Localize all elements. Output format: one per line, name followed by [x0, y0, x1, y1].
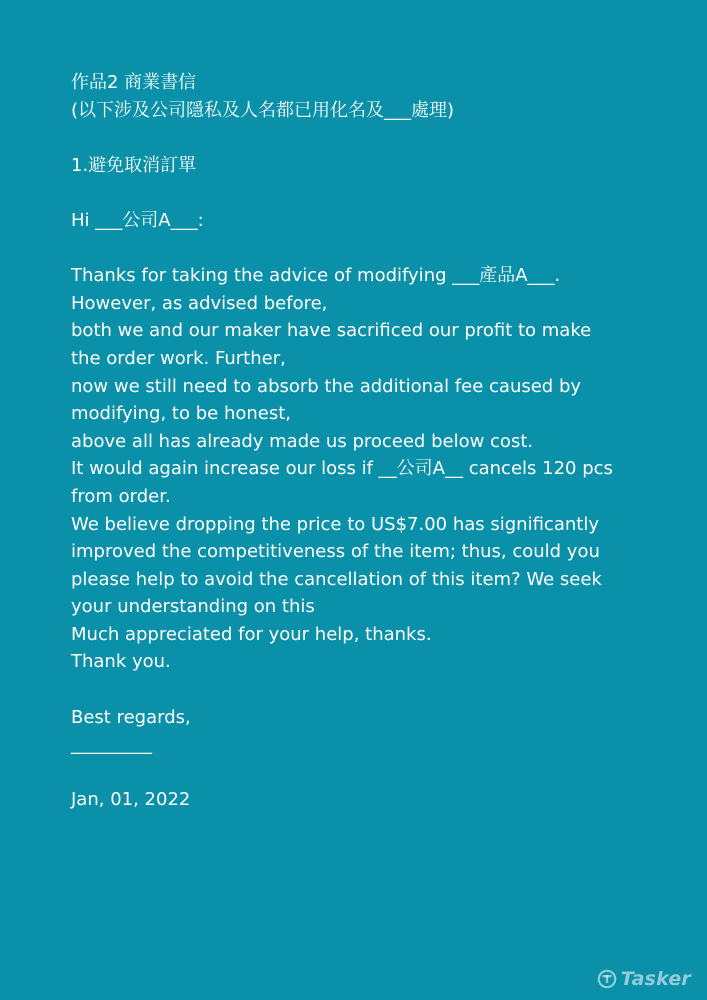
- watermark-brand: Tasker: [620, 968, 691, 990]
- spacer: [71, 179, 671, 207]
- privacy-note: (以下涉及公司隱私及人名都已用化名及___處理): [71, 99, 455, 121]
- section-title: 1.避免取消訂單: [71, 154, 197, 176]
- body-line: above all has already made us proceed below cost.: [71, 430, 534, 452]
- spacer: [71, 235, 671, 263]
- body-line: We believe dropping the price to US$7.00 has significantly: [71, 513, 599, 535]
- spacer: [71, 124, 671, 152]
- letter-date: Jan, 01, 2022: [71, 789, 191, 811]
- body-line: both we and our maker have sacrificed our profit to make: [71, 320, 592, 342]
- signature-line: _________: [71, 734, 152, 756]
- body-line: please help to avoid the cancellation of this item? We seek: [71, 568, 602, 590]
- body-line: Much appreciated for your help, thanks.: [71, 623, 432, 645]
- closing: Best regards,: [71, 706, 191, 728]
- watermark: [597, 968, 691, 990]
- tasker-logo-icon: [597, 969, 617, 989]
- spacer: [71, 676, 671, 704]
- body-line: the order work. Further,: [71, 347, 286, 369]
- body-line: Thanks for taking the advice of modifying ___產品A___.: [71, 265, 561, 287]
- body-line: your understanding on this: [71, 596, 315, 618]
- body-line: from order.: [71, 485, 171, 507]
- body-line: now we still need to absorb the additional fee caused by: [71, 375, 582, 397]
- body-line: Thank you.: [71, 651, 171, 673]
- spacer: [71, 759, 671, 787]
- body-line: modifying, to be honest,: [71, 403, 291, 425]
- letter: [71, 69, 671, 814]
- body-line: improved the competitiveness of the item; thus, could you: [71, 541, 600, 563]
- body-line: However, as advised before,: [71, 292, 328, 314]
- greeting: Hi ___公司A___:: [71, 209, 204, 231]
- body-line: It would again increase our loss if __公司A__ cancels 120 pcs: [71, 458, 613, 480]
- document-title: 作品2 商業書信: [71, 72, 197, 93]
